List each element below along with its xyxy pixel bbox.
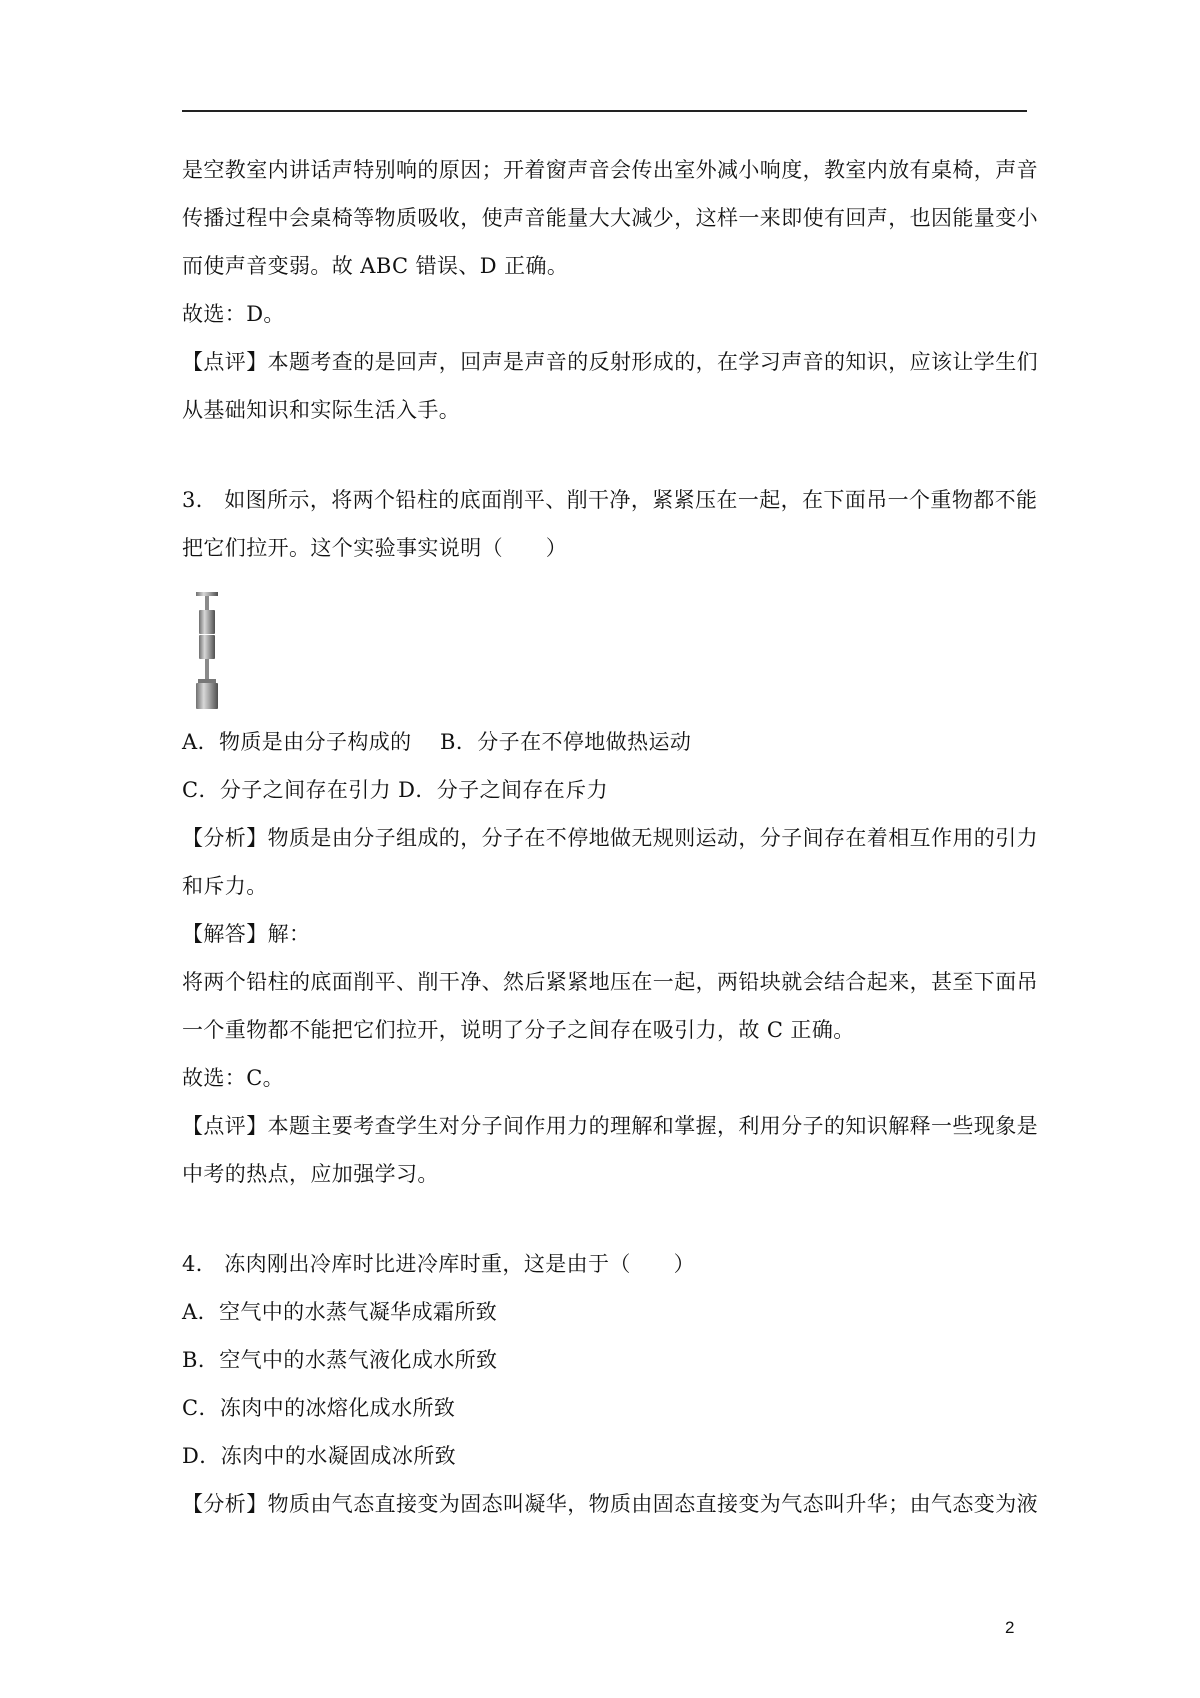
solution-line: 将两个铅柱的底面削平、削干净、然后紧紧地压在一起，两铅块就会结合起来，甚至下面吊	[182, 970, 1038, 994]
comment-line: 【点评】本题主要考查学生对分子间作用力的理解和掌握，利用分子的知识解释一些现象是	[182, 1114, 1038, 1138]
question-3-stem: 3． 如图所示，将两个铅柱的底面削平、削干净，紧紧压在一起，在下面吊一个重物都不能	[182, 488, 1038, 512]
question-4-option: A．空气中的水蒸气凝华成霜所致	[182, 1300, 498, 1324]
comment-line: 从基础知识和实际生活入手。	[182, 398, 461, 422]
analysis-line: 【分析】物质是由分子组成的，分子在不停地做无规则运动，分子间存在着相互作用的引力	[182, 826, 1038, 850]
analysis-line: 【分析】物质由气态直接变为固态叫凝华，物质由固态直接变为气态叫升华；由气态变为液	[182, 1492, 1038, 1516]
question-4-option: B．空气中的水蒸气液化成水所致	[182, 1348, 498, 1372]
page-number: 2	[1005, 1618, 1015, 1637]
text-line: 而使声音变弱。故 ABC 错误、D 正确。	[182, 254, 569, 278]
header-rule	[182, 110, 1027, 112]
comment-line: 【点评】本题考查的是回声，回声是声音的反射形成的，在学习声音的知识，应该让学生们	[182, 350, 1038, 374]
analysis-line: 和斥力。	[182, 874, 268, 898]
question-4-option: D．冻肉中的水凝固成冰所致	[182, 1444, 457, 1468]
answer-line: 故选：C。	[182, 1066, 285, 1090]
comment-line: 中考的热点，应加强学习。	[182, 1162, 439, 1186]
answer-line: 故选：D。	[182, 302, 285, 326]
question-4-option: C．冻肉中的冰熔化成水所致	[182, 1396, 456, 1420]
text-line: 是空教室内讲话声特别响的原因；开着窗声音会传出室外减小响度，教室内放有桌椅，声音	[182, 158, 1038, 182]
question-3-stem: 把它们拉开。这个实验事实说明（ ）	[182, 536, 568, 560]
solution-heading: 【解答】解：	[182, 922, 311, 946]
question-3-option: C．分子之间存在引力 D．分子之间存在斥力	[182, 778, 608, 802]
solution-line: 一个重物都不能把它们拉开，说明了分子之间存在吸引力，故 C 正确。	[182, 1018, 855, 1042]
question-4-stem: 4． 冻肉刚出冷库时比进冷库时重，这是由于（ ）	[182, 1252, 696, 1276]
question-3-option: A．物质是由分子构成的 B．分子在不停地做热运动	[182, 730, 692, 754]
lead-cylinders-figure	[192, 590, 222, 710]
text-line: 传播过程中会桌椅等物质吸收，使声音能量大大减少，这样一来即使有回声，也因能量变小	[182, 206, 1038, 230]
